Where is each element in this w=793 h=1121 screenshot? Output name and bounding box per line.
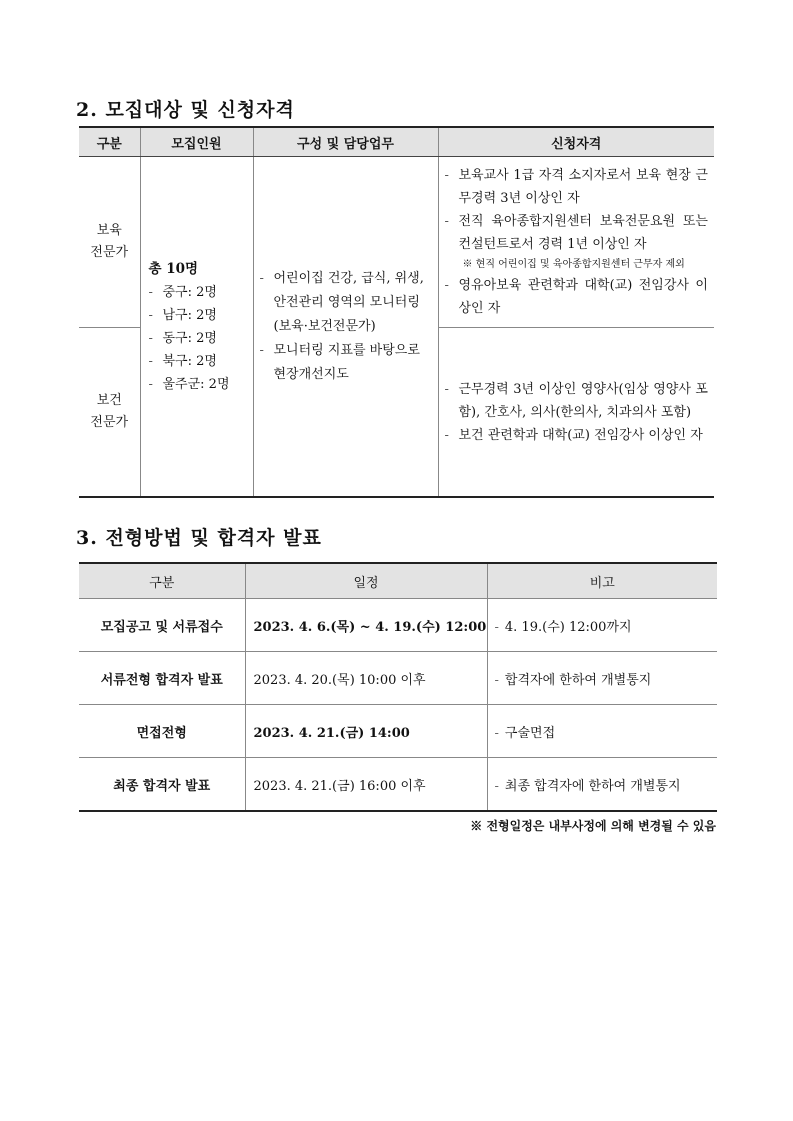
dash-marker: -	[148, 284, 153, 300]
remark-value: 최종 합격자에 한하여 개별통지	[504, 778, 681, 794]
district-count: 동구: 2명	[162, 330, 217, 346]
remark-cell	[487, 599, 717, 652]
dash-marker: -	[259, 270, 264, 286]
dash-marker: -	[494, 778, 499, 794]
qualifications-health-cell	[438, 328, 714, 498]
table-row	[79, 599, 717, 652]
header-schedule: 일정	[245, 563, 487, 599]
remark-cell	[487, 652, 717, 705]
remark-value: 4. 19.(수) 12:00까지	[504, 619, 632, 635]
district-count: 북구: 2명	[162, 353, 217, 369]
remark-cell	[487, 705, 717, 758]
schedule-value: 2023. 4. 21.(금) 16:00 이후	[245, 758, 487, 812]
dash-marker: -	[444, 168, 449, 183]
schedule-value: 2023. 4. 20.(목) 10:00 이후	[245, 652, 487, 705]
header-recruit-count: 모집인원	[140, 127, 253, 157]
category-line: 보육	[96, 223, 122, 238]
header-qualifications: 신청자격	[438, 127, 714, 157]
duty-item: 모니터링 지표를 바탕으로 현장개선지도	[273, 342, 420, 382]
selection-schedule-table	[79, 562, 717, 812]
dash-marker: -	[444, 427, 449, 443]
qualifications-care-cell	[438, 157, 714, 328]
category-line: 전문가	[90, 415, 129, 430]
schedule-footnote: ※ 전형일정은 내부사정에 의해 변경될 수 있음	[470, 819, 716, 833]
schedule-value: 2023. 4. 6.(목) ~ 4. 19.(수) 12:00	[245, 599, 487, 652]
stage-label: 모집공고 및 서류접수	[79, 599, 245, 652]
qualification-item: 전직 육아종합지원센터 보육전문요원 또는 컨설턴트로서 경력 1년 이상인 자	[458, 214, 708, 252]
qualification-item: 보건 관련학과 대학(교) 전임강사 이상인 자	[458, 427, 703, 443]
dash-marker: -	[494, 672, 499, 688]
schedule-value: 2023. 4. 21.(금) 14:00	[245, 705, 487, 758]
table-row	[79, 652, 717, 705]
dash-marker: -	[494, 725, 499, 741]
dash-marker: -	[148, 353, 153, 369]
section-3-title: 3. 전형방법 및 합격자 발표	[76, 527, 322, 549]
stage-label: 최종 합격자 발표	[113, 778, 211, 794]
dash-marker: -	[494, 619, 499, 635]
recruit-total: 총 10명	[148, 260, 199, 277]
dash-marker: -	[148, 307, 153, 323]
table-header-row	[79, 563, 717, 599]
qualification-item: 근무경력 3년 이상인 영양사(임상 영양사 포함), 간호사, 의사(한의사, 치과의사 포함)	[458, 381, 708, 420]
section-2-title: 2. 모집대상 및 신청자격	[76, 99, 295, 121]
category-line: 전문가	[90, 245, 129, 260]
remark-value: 구술면접	[504, 725, 556, 741]
district-count: 울주군: 2명	[162, 376, 230, 392]
district-count: 중구: 2명	[162, 284, 217, 300]
stage-label: 면접전형	[79, 705, 245, 758]
category-care-expert	[79, 157, 140, 328]
qualification-note: ※ 현직 어린이집 및 육아종합지원센터 근무자 제외	[462, 259, 685, 270]
district-count: 남구: 2명	[162, 307, 217, 323]
dash-marker: -	[148, 376, 153, 392]
dash-marker: -	[444, 278, 449, 293]
table-row	[79, 705, 717, 758]
stage-label: 서류전형 합격자 발표	[79, 652, 245, 705]
dash-marker: -	[259, 342, 264, 358]
table-row-care-expert	[79, 157, 714, 328]
dash-marker: -	[148, 330, 153, 346]
qualification-item: 영유아보육 관련학과 대학(교) 전임강사 이상인 자	[458, 278, 708, 316]
header-stage: 구분	[79, 563, 245, 599]
remark-value: 합격자에 한하여 개별통지	[504, 672, 652, 688]
category-line: 보건	[96, 393, 122, 408]
table-header-row	[79, 127, 714, 157]
recruit-count-cell	[140, 157, 253, 498]
dash-marker: -	[444, 381, 449, 397]
table-row	[79, 758, 717, 812]
duty-item: 어린이집 건강, 급식, 위생, 안전관리 영역의 모니터링(보육·보건전문가)	[273, 270, 424, 334]
remark-cell	[487, 758, 717, 812]
duties-cell	[253, 157, 438, 498]
header-category: 구분	[79, 127, 140, 157]
recruitment-target-table	[79, 126, 714, 498]
header-duties: 구성 및 담당업무	[253, 127, 438, 157]
qualification-item: 보육교사 1급 자격 소지자로서 보육 현장 근무경력 3년 이상인 자	[458, 168, 708, 206]
category-health-expert	[79, 328, 140, 498]
header-remark: 비고	[487, 563, 717, 599]
dash-marker: -	[444, 214, 449, 229]
